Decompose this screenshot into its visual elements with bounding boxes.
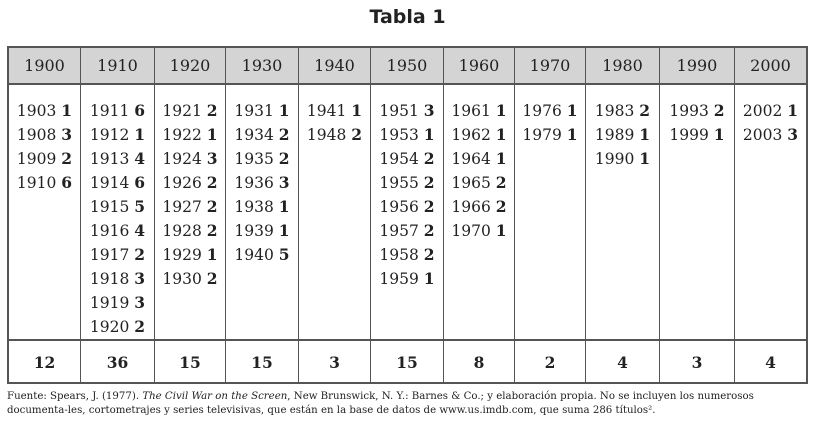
entry [90,315,145,339]
entry-list [522,99,577,339]
entry [90,123,145,147]
entry-count: 3 [134,269,146,288]
entry-count: 1 [351,101,363,120]
entry-year: 1955 [379,174,419,192]
entry-count: 1 [639,149,651,168]
entry-count: 6 [61,173,73,192]
entry [451,219,506,243]
decade-entries [444,85,515,339]
entry-list [90,99,145,339]
entry [379,195,434,219]
entry-list [451,99,506,339]
decade-entries [226,85,299,339]
entry-list [595,99,650,339]
entry-year: 1929 [162,246,202,264]
entry [17,99,72,123]
entry-year: 1983 [594,102,635,120]
decade-entries [735,85,806,339]
entry-count: 1 [278,101,290,120]
entry-count: 2 [61,149,73,168]
entry [90,243,145,267]
entry-count: 3 [206,149,218,168]
entry [234,99,289,123]
decade-total: 15 [226,339,299,384]
entry-count: 2 [713,101,725,120]
films-by-decade-table [7,46,808,384]
entry-year: 1927 [162,198,202,216]
decade-total: 8 [444,339,515,384]
entry-count: 4 [134,149,146,168]
entry-count: 2 [206,269,218,288]
entry-count: 3 [61,125,73,144]
entry [90,267,145,291]
decade-entries [299,85,371,339]
entry-count: 5 [134,197,146,216]
entry [234,243,289,267]
decade-total: 15 [371,339,444,384]
decade-entries [371,85,444,339]
entry [234,147,289,171]
entry-list [743,99,798,339]
entry-count: 2 [495,173,507,192]
source-suffix: , New Brunswick, N. Y.: Barnes & Co.; y elaboración propia. No se incluyen los numerosos documenta-les, cortometrajes y series televisivas, que están en la base de datos de www.us.imdb.com, que suma 286 títulos². [7,391,754,416]
entry-year: 1917 [89,246,130,264]
source-book-title: The Civil War on the Screen [142,391,288,402]
entry-count: 2 [639,101,651,120]
entry [379,171,434,195]
entry-year: 1939 [234,222,274,240]
entry [451,147,506,171]
entry-count: 5 [278,245,290,264]
entry [379,99,434,123]
decade-entries [515,85,586,339]
entry-count: 1 [787,101,799,120]
entry-year: 1961 [451,102,491,120]
entry-year: 1910 [16,174,57,192]
entry-year: 1924 [162,150,202,168]
entry-year: 1958 [379,246,419,264]
source-note [7,390,812,417]
entry [234,171,289,195]
entry-year: 1956 [379,198,419,216]
decade-total: 36 [81,339,155,384]
entry [595,99,650,123]
entry-year: 1948 [306,126,347,144]
entry-count: 3 [423,101,435,120]
entry-year: 1913 [89,150,130,168]
entry-year: 1914 [89,174,130,192]
entry [162,123,217,147]
entry-count: 1 [206,125,218,144]
entry-count: 3 [134,293,146,312]
entry-count: 2 [134,245,146,264]
entry [90,147,145,171]
entry-count: 6 [134,173,146,192]
decade-total: 3 [660,339,735,384]
entry-list [17,99,72,339]
entry-year: 1990 [594,150,635,168]
entry-count: 1 [566,101,578,120]
entry [90,195,145,219]
entry-count: 2 [495,197,507,216]
entry [669,99,724,123]
entry-year: 1931 [234,102,274,120]
entry-year: 1918 [89,270,130,288]
entry-year: 1921 [162,102,202,120]
entry-count: 2 [423,173,435,192]
entry [90,99,145,123]
entry-count: 2 [206,173,218,192]
entry [379,243,434,267]
entry-year: 1965 [451,174,491,192]
entry-count: 2 [206,197,218,216]
entry-list [307,99,362,339]
decade-header: 1900 [9,48,81,85]
entry-count: 1 [278,197,290,216]
entry-year: 1916 [89,222,130,240]
entry-count: 1 [423,269,435,288]
decade-entries [586,85,660,339]
entry-list [234,99,289,339]
entry-year: 1922 [162,126,202,144]
entry-year: 1962 [451,126,491,144]
entry [595,123,650,147]
decade-header: 1980 [586,48,660,85]
decade-total: 4 [586,339,660,384]
entry [379,147,434,171]
decade-total: 2 [515,339,586,384]
entry [307,123,362,147]
table-title: Tabla 1 [369,6,446,28]
entry-year: 1938 [234,198,274,216]
entry-year: 1909 [16,150,57,168]
decade-total: 12 [9,339,81,384]
entry-year: 1926 [162,174,202,192]
entry-count: 1 [61,101,73,120]
entry-count: 2 [423,197,435,216]
entry [451,123,506,147]
entry-count: 2 [423,149,435,168]
entry [743,123,798,147]
entry-count: 1 [495,149,507,168]
decade-header: 1970 [515,48,586,85]
decade-entries [660,85,735,339]
entry-year: 1999 [669,126,709,144]
entry [17,147,72,171]
entry [17,171,72,195]
entry-count: 2 [134,317,146,336]
entry-count: 1 [134,125,146,144]
entry-count: 1 [495,125,507,144]
decade-total: 15 [155,339,226,384]
entry [17,123,72,147]
entry-count: 2 [206,101,218,120]
entry [669,123,724,147]
entry [162,243,217,267]
entry-count: 6 [134,101,146,120]
entry-count: 2 [278,149,290,168]
entry-year: 1936 [234,174,274,192]
decade-total: 4 [735,339,806,384]
entry-year: 1970 [451,222,491,240]
entry-year: 1919 [89,294,130,312]
entry-count: 2 [351,125,363,144]
entry [379,267,434,291]
entry [162,147,217,171]
decade-header: 1990 [660,48,735,85]
entry-year: 1951 [379,102,419,120]
entry [307,99,362,123]
entry-year: 1930 [162,270,202,288]
entry-count: 1 [495,221,507,240]
entry-count: 1 [495,101,507,120]
entry-year: 1976 [522,102,562,120]
entry [234,123,289,147]
entry-year: 1989 [594,126,635,144]
decade-entries [155,85,226,339]
entry-year: 1953 [379,126,419,144]
entry [522,123,577,147]
entry-year: 1957 [379,222,419,240]
entry-year: 1979 [522,126,562,144]
entry [162,195,217,219]
entry-count: 2 [278,125,290,144]
entry-list [162,99,217,339]
entry [90,171,145,195]
entry-year: 1959 [379,270,419,288]
decade-total: 3 [299,339,371,384]
entry-count: 2 [206,221,218,240]
decade-header: 1950 [371,48,444,85]
entry-count: 4 [134,221,146,240]
decade-header: 1930 [226,48,299,85]
entry-year: 1915 [89,198,130,216]
entry-year: 1993 [669,102,709,120]
entry [379,219,434,243]
entry-year: 1908 [16,126,57,144]
entry-count: 1 [713,125,725,144]
entry-year: 1934 [234,126,274,144]
entry [743,99,798,123]
entry-count: 3 [278,173,290,192]
entry [90,219,145,243]
entry [162,171,217,195]
decade-header: 1940 [299,48,371,85]
entry-count: 3 [787,125,799,144]
source-prefix: Fuente: Spears, J. (1977). [7,391,143,402]
entry-list [379,99,434,339]
entry [379,123,434,147]
entry [234,195,289,219]
entry [234,219,289,243]
entry [451,99,506,123]
entry-count: 2 [423,245,435,264]
decade-header: 1960 [444,48,515,85]
entry [162,219,217,243]
entry-count: 1 [278,221,290,240]
entry-year: 1966 [451,198,491,216]
decade-entries [81,85,155,339]
decade-entries [9,85,81,339]
decade-header: 1910 [81,48,155,85]
entry-year: 1912 [89,126,130,144]
decade-header: 2000 [735,48,806,85]
entry [162,267,217,291]
entry [162,99,217,123]
entry-count: 1 [206,245,218,264]
entry-year: 2003 [742,126,783,144]
entry [451,171,506,195]
entry-count: 1 [566,125,578,144]
entry-year: 1911 [89,102,130,120]
entry [595,147,650,171]
entry-year: 1954 [379,150,419,168]
entry-year: 1903 [16,102,57,120]
entry [522,99,577,123]
entry-year: 1935 [234,150,274,168]
entry-year: 1941 [306,102,347,120]
entry-year: 1964 [451,150,491,168]
entry-count: 1 [639,125,651,144]
decade-header: 1920 [155,48,226,85]
entry-count: 1 [423,125,435,144]
entry-year: 1928 [162,222,202,240]
entry-year: 1940 [234,246,274,264]
entry-year: 2002 [742,102,783,120]
entry [90,291,145,315]
entry-list [669,99,724,339]
entry [451,195,506,219]
entry-count: 2 [423,221,435,240]
entry-year: 1920 [89,318,130,336]
